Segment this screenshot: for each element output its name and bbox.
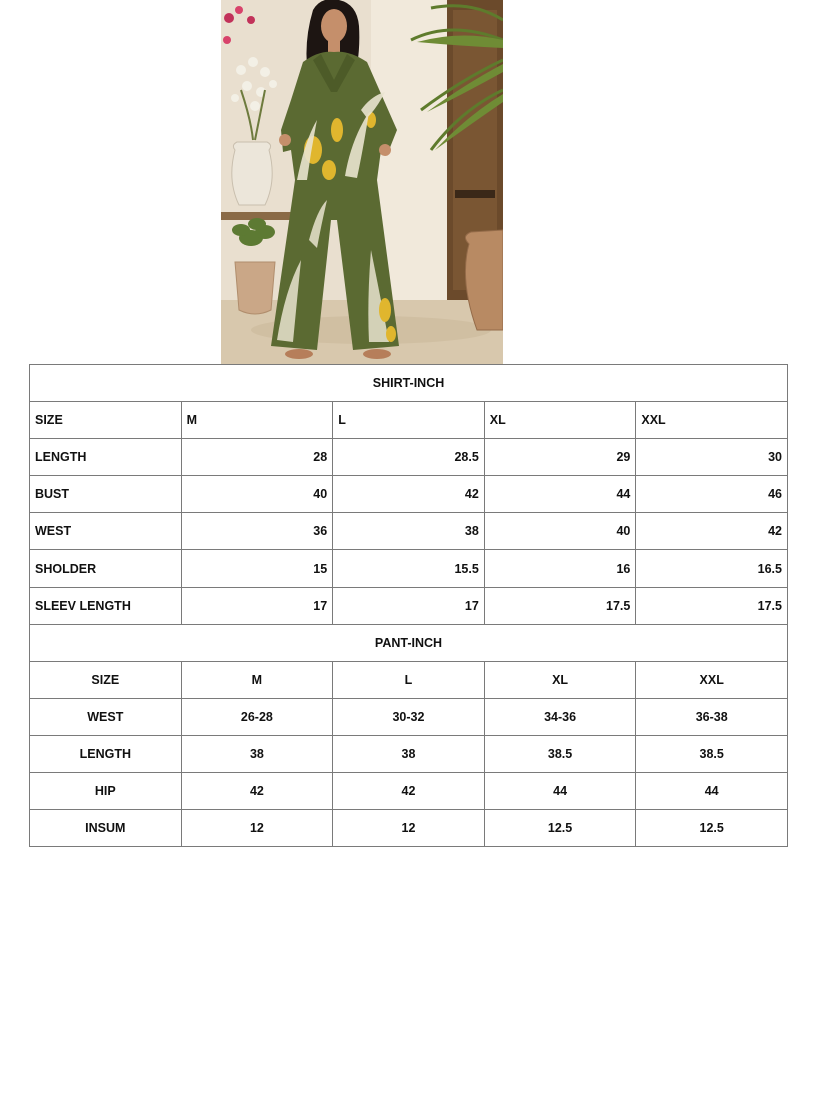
pant-row-label: LENGTH bbox=[30, 735, 182, 772]
pant-cell: 42 bbox=[333, 773, 485, 810]
pant-title-row bbox=[30, 624, 788, 661]
shirt-row-sholder bbox=[30, 550, 788, 587]
pant-cell: 34-36 bbox=[484, 698, 636, 735]
pant-cell: 12 bbox=[333, 810, 485, 847]
shirt-cell: 16.5 bbox=[636, 550, 788, 587]
pant-cell: 42 bbox=[181, 773, 333, 810]
pant-row-label: INSUM bbox=[30, 810, 182, 847]
shirt-cell: 15 bbox=[181, 550, 333, 587]
pant-cell: 12.5 bbox=[484, 810, 636, 847]
pant-header-cell: SIZE bbox=[30, 661, 182, 698]
pant-header-cell: M bbox=[181, 661, 333, 698]
pant-cell: 38 bbox=[333, 735, 485, 772]
pant-header-cell: XXL bbox=[636, 661, 788, 698]
shirt-row-label: BUST bbox=[30, 476, 182, 513]
shirt-header-cell: XXL bbox=[636, 402, 788, 439]
shirt-cell: 46 bbox=[636, 476, 788, 513]
pant-cell: 38.5 bbox=[484, 735, 636, 772]
pant-cell: 12 bbox=[181, 810, 333, 847]
shirt-header-cell: XL bbox=[484, 402, 636, 439]
shirt-header-row bbox=[30, 402, 788, 439]
shirt-cell: 17 bbox=[333, 587, 485, 624]
pant-cell: 38.5 bbox=[636, 735, 788, 772]
pant-cell: 26-28 bbox=[181, 698, 333, 735]
shirt-header-cell: SIZE bbox=[30, 402, 182, 439]
pant-cell: 44 bbox=[636, 773, 788, 810]
shirt-cell: 38 bbox=[333, 513, 485, 550]
shirt-row-west bbox=[30, 513, 788, 550]
shirt-cell: 15.5 bbox=[333, 550, 485, 587]
pant-row-hip bbox=[30, 773, 788, 810]
pant-row-length bbox=[30, 735, 788, 772]
shirt-cell: 17.5 bbox=[636, 587, 788, 624]
shirt-row-label: LENGTH bbox=[30, 439, 182, 476]
pant-row-insum bbox=[30, 810, 788, 847]
shirt-row-label: WEST bbox=[30, 513, 182, 550]
shirt-cell: 28 bbox=[181, 439, 333, 476]
pant-row-label: WEST bbox=[30, 698, 182, 735]
pant-header-row bbox=[30, 661, 788, 698]
pant-header-cell: L bbox=[333, 661, 485, 698]
shirt-cell: 40 bbox=[484, 513, 636, 550]
shirt-row-label: SLEEV LENGTH bbox=[30, 587, 182, 624]
shirt-row-bust bbox=[30, 476, 788, 513]
shirt-cell: 17 bbox=[181, 587, 333, 624]
size-chart-table bbox=[29, 364, 788, 847]
shirt-cell: 42 bbox=[636, 513, 788, 550]
shirt-row-sleev-length bbox=[30, 587, 788, 624]
shirt-header-cell: M bbox=[181, 402, 333, 439]
shirt-header-cell: L bbox=[333, 402, 485, 439]
product-photo bbox=[221, 0, 503, 364]
pant-cell: 38 bbox=[181, 735, 333, 772]
pant-header-cell: XL bbox=[484, 661, 636, 698]
shirt-cell: 36 bbox=[181, 513, 333, 550]
shirt-cell: 44 bbox=[484, 476, 636, 513]
shirt-cell: 17.5 bbox=[484, 587, 636, 624]
shirt-cell: 16 bbox=[484, 550, 636, 587]
pant-cell: 30-32 bbox=[333, 698, 485, 735]
shirt-cell: 40 bbox=[181, 476, 333, 513]
shirt-cell: 28.5 bbox=[333, 439, 485, 476]
shirt-title-row bbox=[30, 365, 788, 402]
shirt-row-length bbox=[30, 439, 788, 476]
pant-row-west bbox=[30, 698, 788, 735]
shirt-cell: 29 bbox=[484, 439, 636, 476]
shirt-cell: 42 bbox=[333, 476, 485, 513]
pant-row-label: HIP bbox=[30, 773, 182, 810]
pant-cell: 36-38 bbox=[636, 698, 788, 735]
shirt-section-title: SHIRT-INCH bbox=[30, 365, 788, 402]
pant-section-title: PANT-INCH bbox=[30, 624, 788, 661]
pant-cell: 12.5 bbox=[636, 810, 788, 847]
model-illustration bbox=[221, 0, 503, 364]
shirt-cell: 30 bbox=[636, 439, 788, 476]
pant-cell: 44 bbox=[484, 773, 636, 810]
shirt-row-label: SHOLDER bbox=[30, 550, 182, 587]
